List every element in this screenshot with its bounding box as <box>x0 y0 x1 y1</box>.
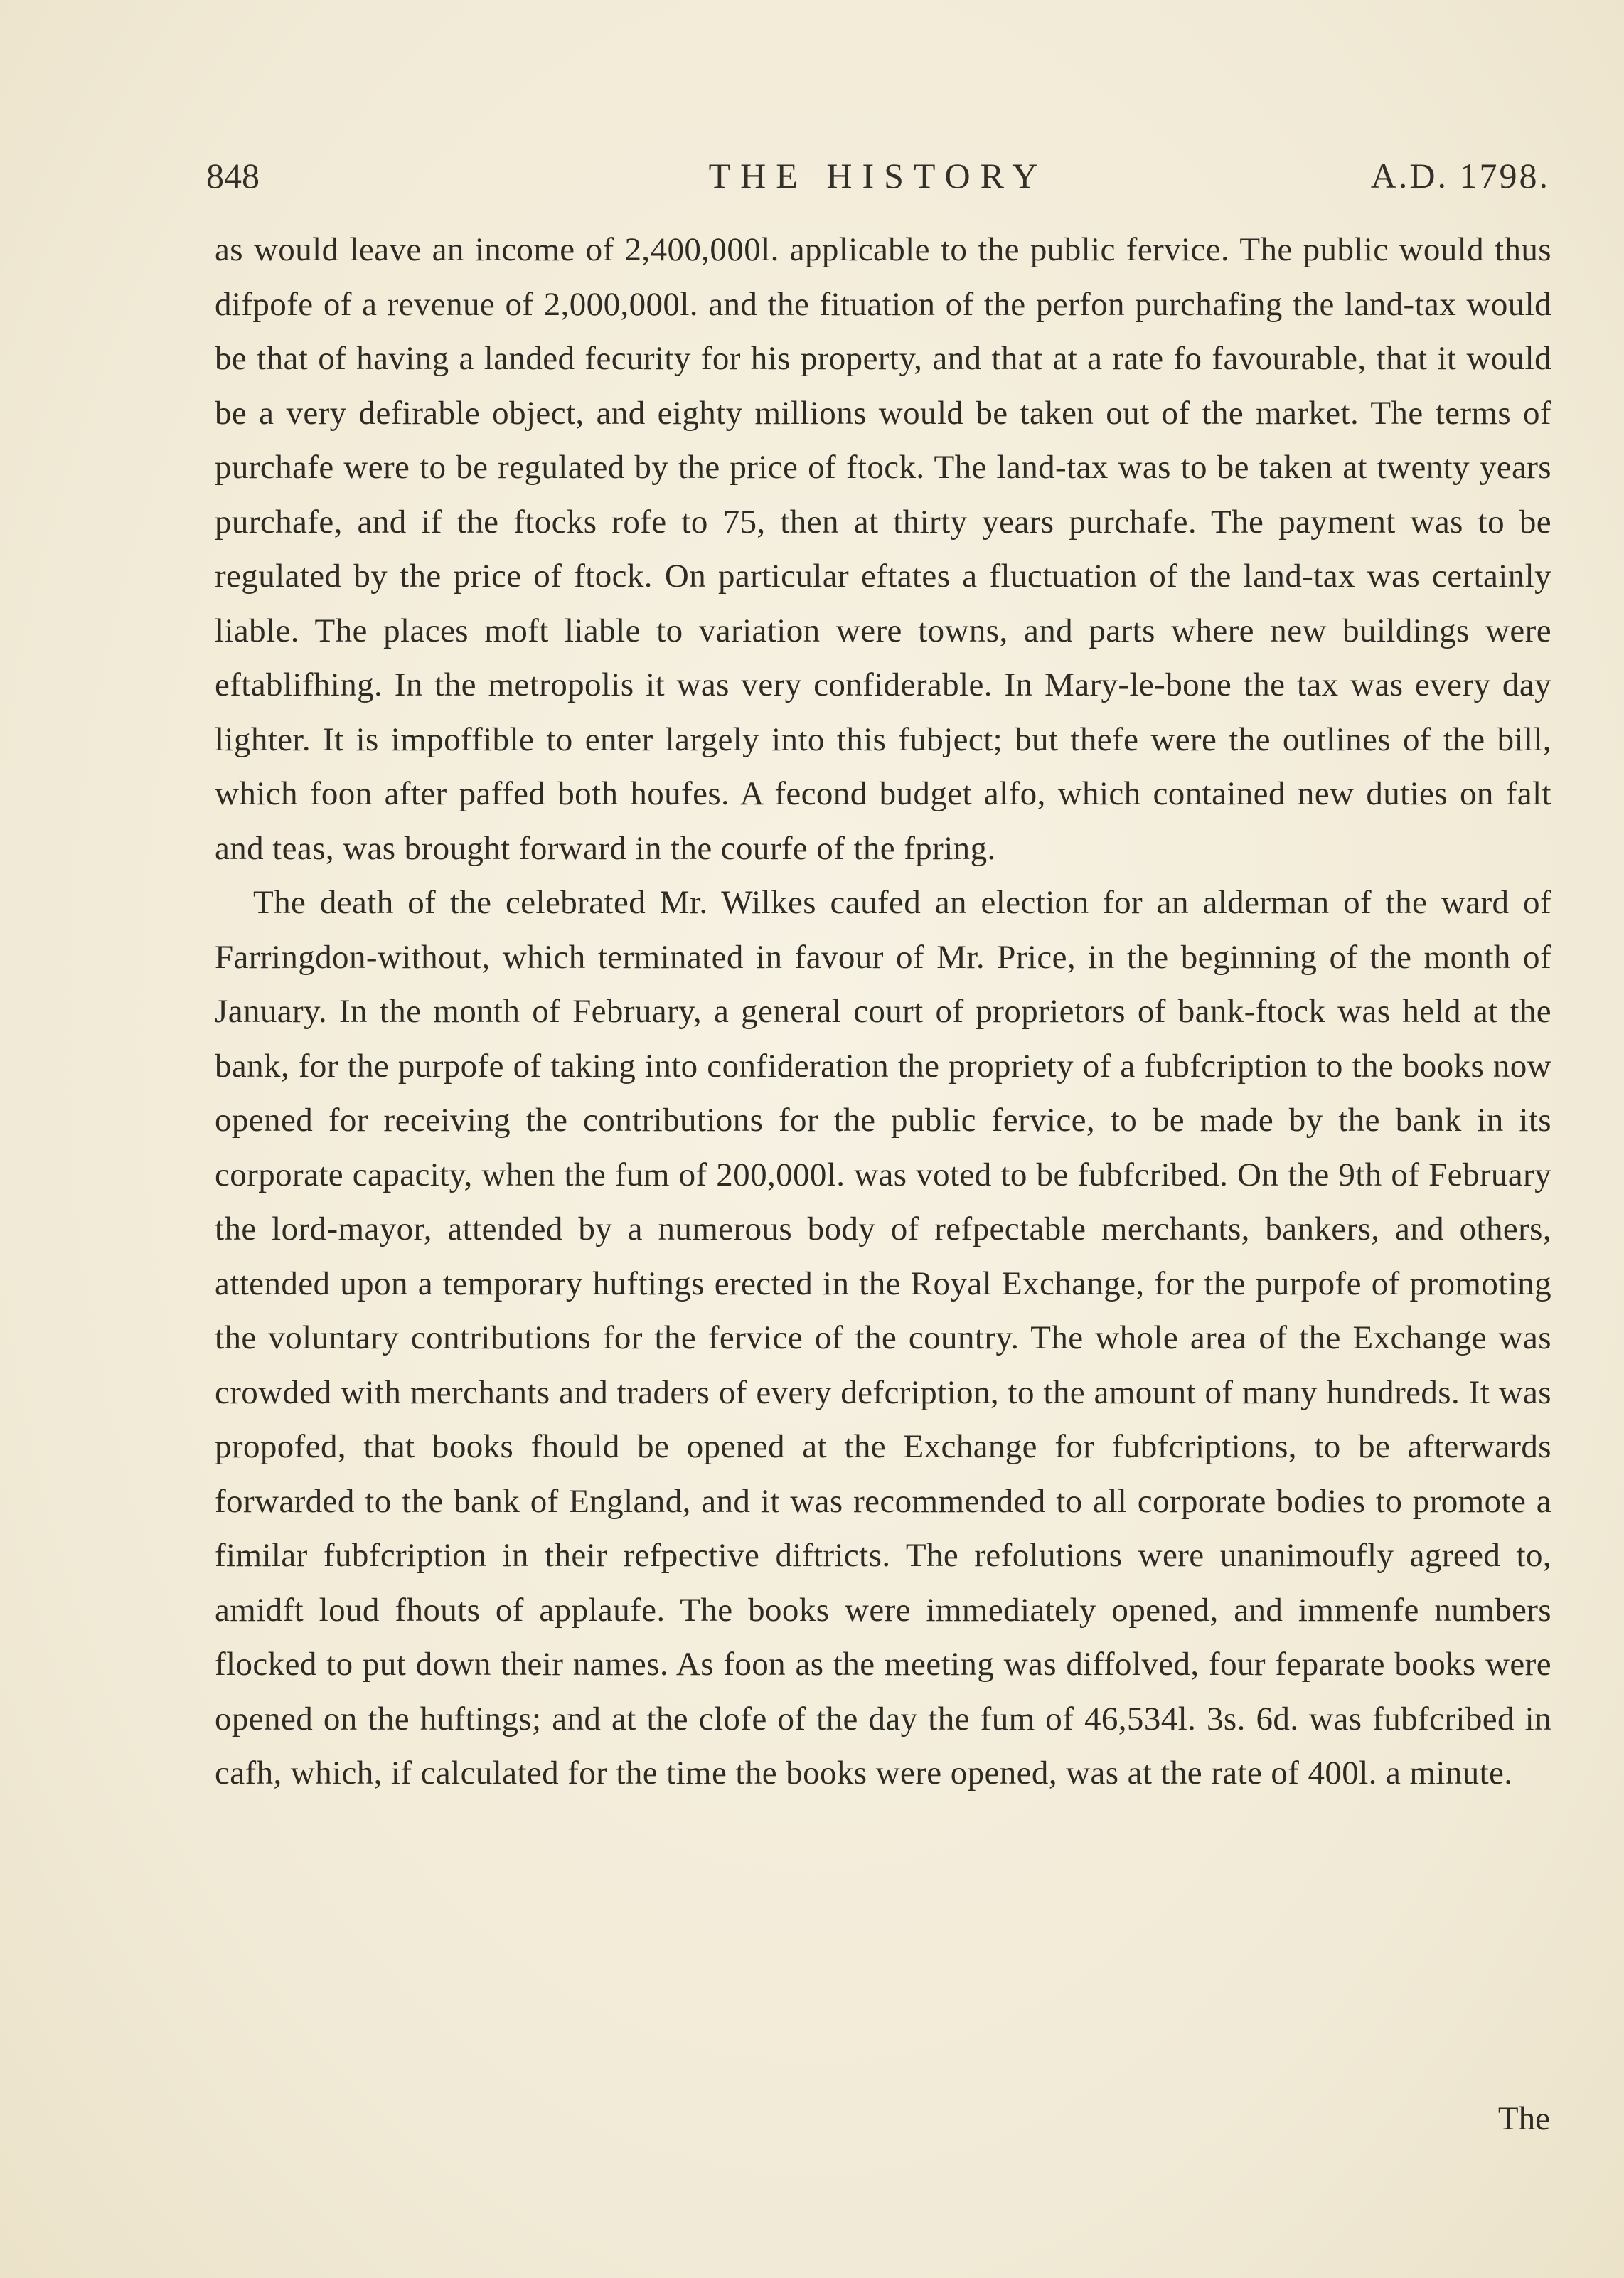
page-number: 848 <box>206 156 260 196</box>
catchword: The <box>1497 2100 1550 2137</box>
paragraph-wilkes-election: The death of the celebrated Mr. Wilkes caufed an election for an alderman of the ward of Farringdon-without, which terminated in favour of Mr. Price, in the beginning of the month of January. In the month of February, a general court of proprietors of bank-ftock was held at the bank, for the purpofe of taking into confideration the propriety of a fubfcription to the books now opened for receiving the contributions for the public fervice, to be made by the bank in its corporate capacity, when the fum of 200,000l. was voted to be fubfcribed. On the 9th of February the lord-mayor, attended by a numerous body of refpectable merchants, bankers, and others, attended upon a temporary huftings erected in the Royal Exchange, for the purpofe of promoting the voluntary contributions for the fervice of the country. The whole area of the Exchange was crowded with merchants and traders of every defcription, to the amount of many hundreds. It was propofed, that books fhould be opened at the Exchange for fubfcriptions, to be afterwards forwarded to the bank of England, and it was recommended to all corporate bodies to promote a fimilar fubfcription in their refpective diftricts. The refolutions were unanimoufly agreed to, amidft loud fhouts of applaufe. The books were immediately opened, and immenfe numbers flocked to put down their names. As foon as the meeting was diffolved, four feparate books were opened on the huftings; and at the clofe of the day the fum of 46,534l. 3s. 6d. was fubfcribed in cafh, which, if calculated for the time the books were opened, was at the rate of 400l. a minute. <box>215 884 1551 1792</box>
body-text <box>215 223 1551 1801</box>
paragraph-land-tax: as would leave an income of 2,400,000l. applicable to the public fervice. The public would thus difpofe of a revenue of 2,000,000l. and the fituation of the perfon purchafing the land-tax would be that of having a landed fecurity for his property, and that at a rate fo favourable, that it would be a very defirable object, and eighty millions would be taken out of the market. The terms of purchafe were to be regulated by the price of ftock. The land-tax was to be taken at twenty years purchafe, and if the ftocks rofe to 75, then at thirty years purchafe. The payment was to be regulated by the price of ftock. On particular eftates a fluctuation of the land-tax was certainly liable. The places moft liable to variation were towns, and parts where new buildings were eftablifhing. In the metropolis it was very confiderable. In Mary-le-bone the tax was every day lighter. It is impoffible to enter largely into this fubject; but thefe were the outlines of the bill, which foon after paffed both houfes. A fecond budget alfo, which contained new duties on falt and teas, was brought forward in the courfe of the fpring. <box>215 231 1551 867</box>
header-year: A.D. 1798. <box>1370 156 1550 196</box>
running-head <box>206 155 1550 212</box>
running-title: THE HISTORY <box>708 156 1048 196</box>
